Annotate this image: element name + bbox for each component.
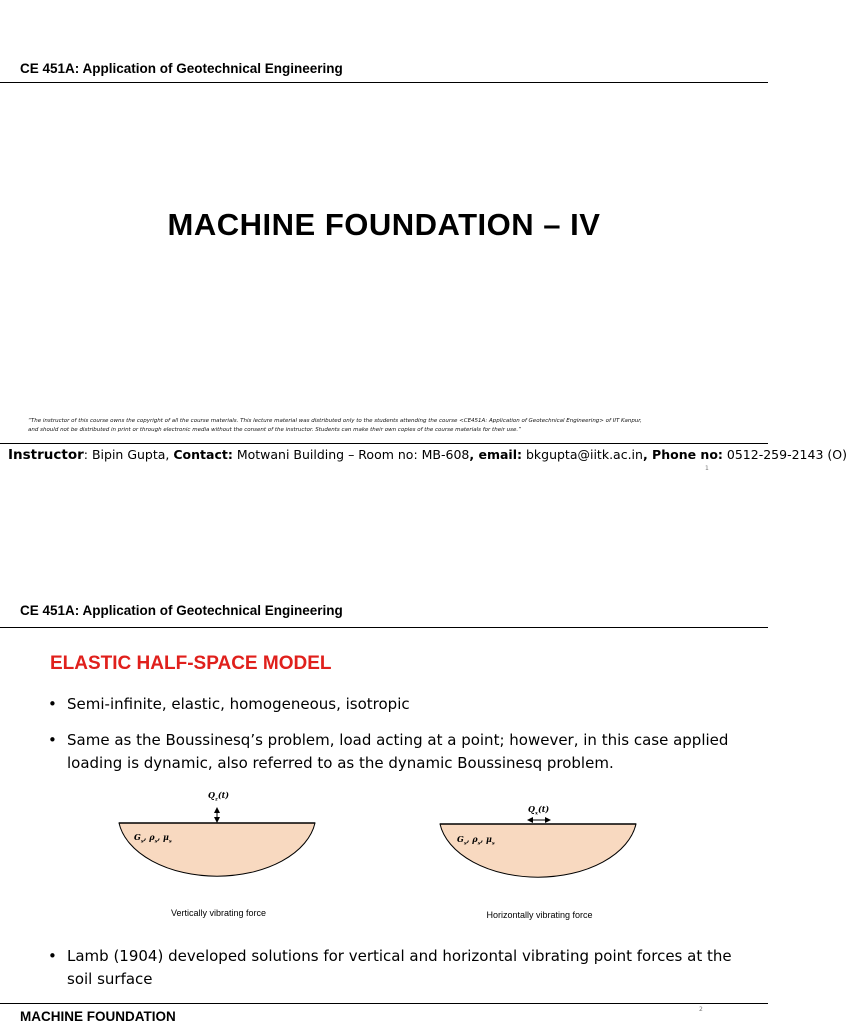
- phone-value: 0512-259-2143 (O): [722, 447, 847, 462]
- header-divider: [0, 82, 768, 83]
- soil-subscript: s: [463, 840, 467, 847]
- force-argument: (t): [537, 804, 550, 814]
- email-label: , email:: [469, 447, 522, 462]
- bullet-text: Same as the Boussinesq’s problem, load acting at a point; however, in this case applied loading is dynamic, also referred to as the dynamic Boussinesq problem.: [67, 731, 729, 772]
- disclaimer-line-1: “The instructor of this course owns the copyright of all the course materials. This lecture material was distributed only to the students attending the course <CE451A: Application of Geotechnical Engineering> of IIT Kanpur,: [28, 418, 642, 424]
- force-argument: (t): [217, 790, 230, 800]
- soil-half-space-shape: [119, 823, 315, 876]
- force-label: [528, 804, 549, 817]
- soil-subscript: s: [154, 838, 158, 845]
- poisson-symbol: μ: [485, 834, 492, 844]
- contact-value: Motwani Building – Room no: MB-608: [232, 447, 470, 462]
- bullet-text: Lamb (1904) developed solutions for vertical and horizontal vibrating point forces at the soil surface: [67, 947, 732, 988]
- bullet-item: [48, 693, 738, 716]
- arrow-up-icon: [214, 807, 220, 813]
- instructor-info: [8, 447, 847, 463]
- bullet-item: [48, 945, 738, 991]
- soil-subscript: s: [491, 840, 495, 847]
- force-symbol: Q: [528, 804, 535, 814]
- shear-modulus-symbol: G: [457, 834, 464, 844]
- figure-caption: Vertically vibrating force: [170, 908, 267, 918]
- soil-properties-label: $G_s$, $\rho_s$, $\mu_s$: [457, 834, 495, 847]
- course-header: CE 451A: Application of Geotechnical Engineering: [20, 61, 343, 76]
- page-number: 2: [699, 1006, 703, 1013]
- horizontal-force-diagram: [437, 800, 642, 925]
- figure-caption: Horizontally vibrating force: [486, 910, 593, 920]
- arrow-down-icon: [214, 817, 220, 823]
- vertical-force-diagram: [116, 786, 321, 916]
- bullet-item: [48, 729, 738, 775]
- force-subscript: x: [534, 810, 538, 817]
- instructor-label: Instructor: [8, 447, 84, 463]
- instructor-name: : Bipin Gupta,: [83, 447, 174, 462]
- page-number: 1: [705, 465, 709, 472]
- disclaimer-line-2: and should not be distributed in print or through electronic media without the consent of the instructor. Students can make their own copies of the course materials for their use.”: [28, 427, 521, 433]
- footer-divider: [0, 1003, 768, 1004]
- bullet-text: Semi-infinite, elastic, homogeneous, isotropic: [67, 695, 410, 713]
- density-symbol: ρ: [472, 834, 478, 844]
- header-divider: [0, 627, 768, 628]
- shear-modulus-symbol: G: [134, 832, 141, 842]
- course-header: CE 451A: Application of Geotechnical Engineering: [20, 603, 343, 618]
- soil-half-space-shape: [440, 824, 636, 877]
- email-value: bkgupta@iitk.ac.in: [521, 447, 643, 462]
- poisson-symbol: μ: [162, 832, 169, 842]
- soil-subscript: s: [168, 838, 172, 845]
- instructor-divider: [0, 443, 768, 444]
- arrow-left-icon: [527, 817, 533, 823]
- soil-subscript: s: [140, 838, 144, 845]
- bullet-symbol: •: [48, 695, 57, 713]
- force-symbol: Q: [208, 790, 215, 800]
- soil-subscript: s: [477, 840, 481, 847]
- force-subscript: z: [214, 796, 218, 803]
- section-title: ELASTIC HALF-SPACE MODEL: [50, 653, 332, 674]
- phone-label: , Phone no:: [642, 447, 723, 462]
- bullet-symbol: •: [48, 947, 57, 965]
- soil-properties-label: $G_s$, $\rho_s$, $\mu_s$: [134, 832, 172, 845]
- arrow-right-icon: [545, 817, 551, 823]
- force-label: [208, 790, 229, 803]
- density-symbol: ρ: [149, 832, 155, 842]
- copyright-disclaimer: [28, 417, 748, 435]
- bullet-symbol: •: [48, 731, 57, 749]
- footer-title: MACHINE FOUNDATION: [20, 1009, 176, 1024]
- slide-title: MACHINE FOUNDATION – IV: [167, 207, 601, 242]
- contact-label: Contact:: [173, 447, 233, 462]
